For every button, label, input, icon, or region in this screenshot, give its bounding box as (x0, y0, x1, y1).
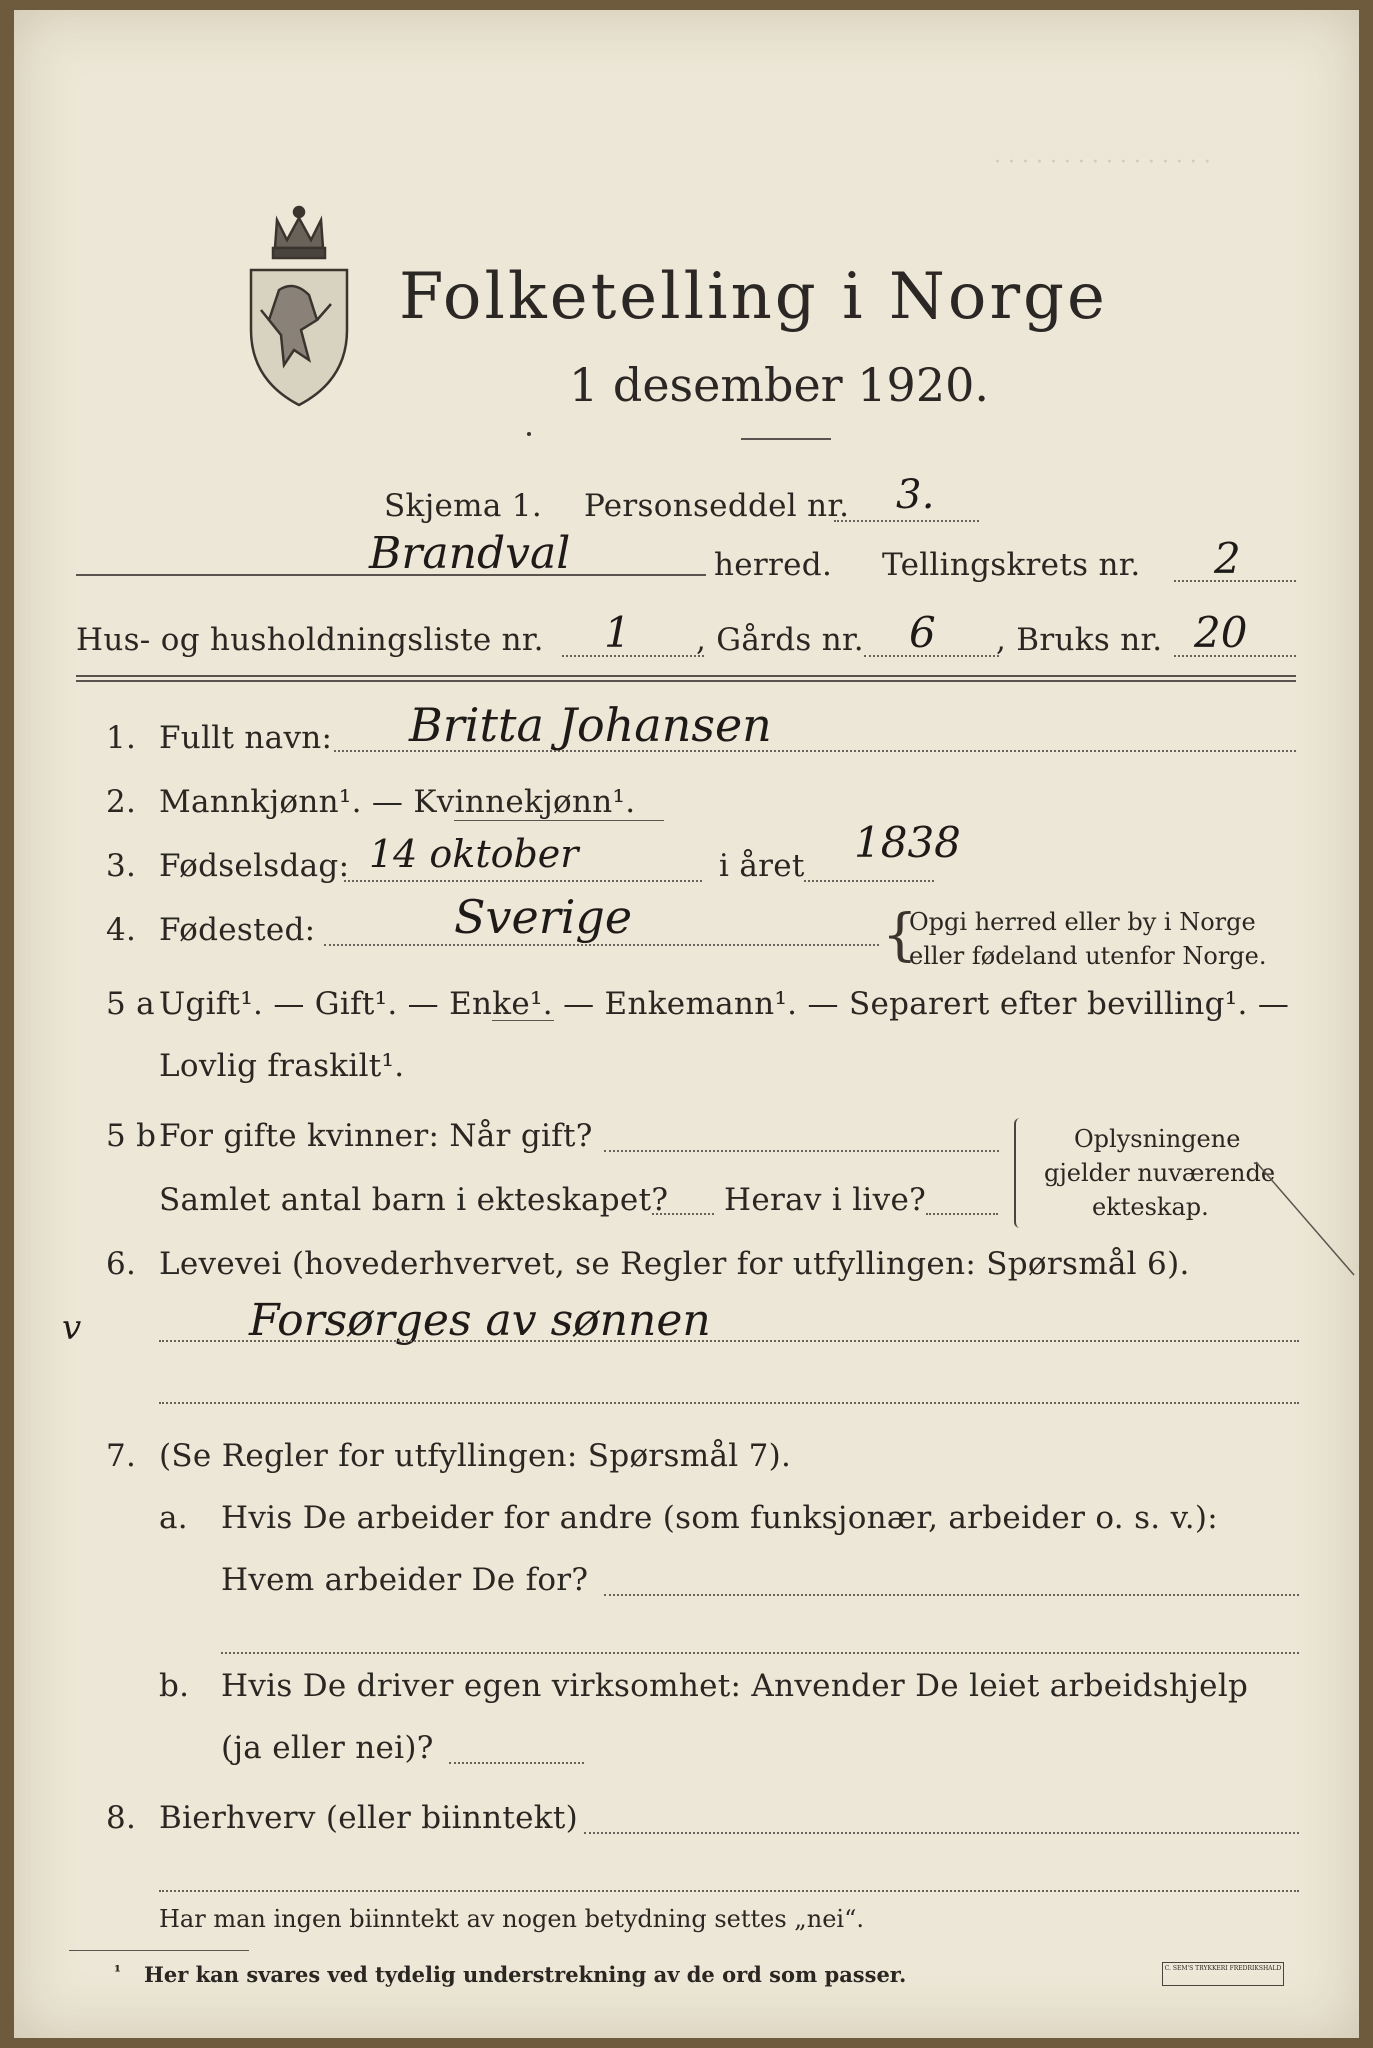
q6-line2 (159, 1402, 1299, 1404)
gards-label: , Gårds nr. (696, 622, 864, 658)
q4-line (324, 944, 879, 946)
q1-number: 1. (106, 720, 137, 756)
dot-mark (527, 432, 531, 436)
q7-number: 7. (106, 1438, 137, 1474)
q5b-line2: Samlet antal barn i ekteskapet? (159, 1182, 669, 1218)
q5a-line1: Ugift¹. — Gift¹. — Enke¹. — Enkemann¹. — Separert efter bevilling¹. — (159, 986, 1290, 1022)
herred-label: herred. (714, 547, 833, 583)
q7a-line-extra (221, 1652, 1299, 1654)
q1-value[interactable]: Britta Johansen (409, 698, 772, 752)
q7b-line2: (ja eller nei)? (221, 1730, 434, 1766)
q6-label: Levevei (hovederhvervet, se Regler for utfyllingen: Spørsmål 6). (159, 1246, 1190, 1282)
q8-label: Bierhverv (eller biinntekt) (159, 1800, 579, 1836)
q7a-line2: Hvem arbeider De for? (221, 1562, 589, 1598)
q5b-herav-label: Herav i live? (724, 1182, 927, 1218)
q5b-note-line2: gjelder nuværende (1044, 1159, 1276, 1187)
q7a-line (604, 1594, 1299, 1596)
q2-label: Mannkjønn¹. — Kvinnekjønn¹. (159, 784, 636, 820)
q5b-gift-line (604, 1150, 999, 1152)
q6-number: 6. (106, 1246, 137, 1282)
bruks-label: , Bruks nr. (996, 622, 1163, 658)
q3-day-line (344, 880, 702, 882)
q3-value[interactable]: 14 oktober (369, 832, 579, 876)
q6-margin-mark: v (62, 1308, 82, 1348)
personseddel-value[interactable]: 3. (896, 472, 935, 518)
q5b-number: 5 b (106, 1118, 157, 1154)
coat-of-arms-icon (239, 200, 359, 410)
footnote-divider (69, 1950, 249, 1951)
q5a-number: 5 a (106, 986, 155, 1022)
q4-brace: { (882, 903, 918, 968)
q1-label: Fullt navn: (159, 720, 333, 756)
pencil-stroke-icon (1254, 1160, 1364, 1280)
q5b-herav-line (926, 1213, 998, 1215)
form-date: 1 desember 1920. (569, 358, 989, 412)
personseddel-line (834, 520, 979, 522)
section-rule-top (76, 675, 1296, 677)
q3-year-value[interactable]: 1838 (854, 818, 961, 867)
skjema-label: Skjema 1. (384, 488, 542, 524)
census-form-sheet (14, 10, 1359, 2038)
q2-underline (454, 820, 664, 821)
hus-label: Hus- og husholdningsliste nr. (76, 622, 544, 658)
q8-number: 8. (106, 1800, 137, 1836)
q7b-line (449, 1762, 584, 1764)
tellingskrets-value[interactable]: 2 (1214, 534, 1241, 583)
q8-line1 (584, 1832, 1299, 1834)
footer-note: Har man ingen biinntekt av nogen betydning settes „nei“. (159, 1905, 864, 1933)
q3-number: 3. (106, 848, 137, 884)
q7-label: (Se Regler for utfyllingen: Spørsmål 7). (159, 1438, 792, 1474)
q6-line1 (159, 1340, 1299, 1342)
q7b-letter: b. (159, 1668, 190, 1704)
q3-label: Fødselsdag: (159, 848, 350, 884)
q6-value[interactable]: Forsørges av sønnen (249, 1295, 711, 1346)
q5a-line2: Lovlig fraskilt¹. (159, 1048, 405, 1084)
title-divider (741, 438, 831, 440)
q5b-line1: For gifte kvinner: Når gift? (159, 1118, 593, 1154)
q3-year-label: i året (719, 848, 805, 884)
q7a-line1: Hvis De arbeider for andre (som funksjonær, arbeider o. s. v.): (221, 1500, 1219, 1536)
footnote-text: Her kan svares ved tydelig understrekning av de ord som passer. (144, 1962, 907, 1987)
q3-year-line (804, 880, 934, 882)
q5a-enke-underline (492, 1020, 554, 1021)
q2-number: 2. (106, 784, 137, 820)
form-title: Folketelling i Norge (399, 260, 1108, 334)
gards-value[interactable]: 6 (909, 608, 936, 657)
q7a-letter: a. (159, 1500, 188, 1536)
q4-note-line1: Opgi herred eller by i Norge (909, 908, 1256, 936)
q5b-note-line3: ekteskap. (1092, 1193, 1209, 1221)
printer-stamp: C. SEM'S TRYKKERI FREDRIKSHALD (1162, 1962, 1284, 1986)
q4-value[interactable]: Sverige (454, 890, 633, 944)
section-rule-bottom (76, 680, 1296, 682)
q7b-line1: Hvis De driver egen virksomhet: Anvender De leiet arbeidshjelp (221, 1668, 1249, 1704)
footnote-mark: ¹ (114, 1962, 122, 1981)
herred-value[interactable]: Brandval (369, 528, 571, 579)
tellingskrets-label: Tellingskrets nr. (882, 547, 1141, 583)
hus-line (562, 655, 704, 657)
q4-label: Fødested: (159, 912, 316, 948)
hus-value[interactable]: 1 (604, 608, 631, 657)
q5b-bracket (1014, 1118, 1024, 1228)
q4-note-line2: eller fødeland utenfor Norge. (909, 942, 1267, 970)
q8-line2 (159, 1890, 1299, 1892)
q4-number: 4. (106, 912, 137, 948)
personseddel-label: Personseddel nr. (584, 488, 850, 524)
bruks-value[interactable]: 20 (1194, 608, 1248, 657)
q5b-note-line1: Oplysningene (1074, 1125, 1241, 1153)
q5b-barn-line (652, 1213, 714, 1215)
bleed-through-text: · · · · · · · · · · · · · · · · (994, 150, 1211, 175)
